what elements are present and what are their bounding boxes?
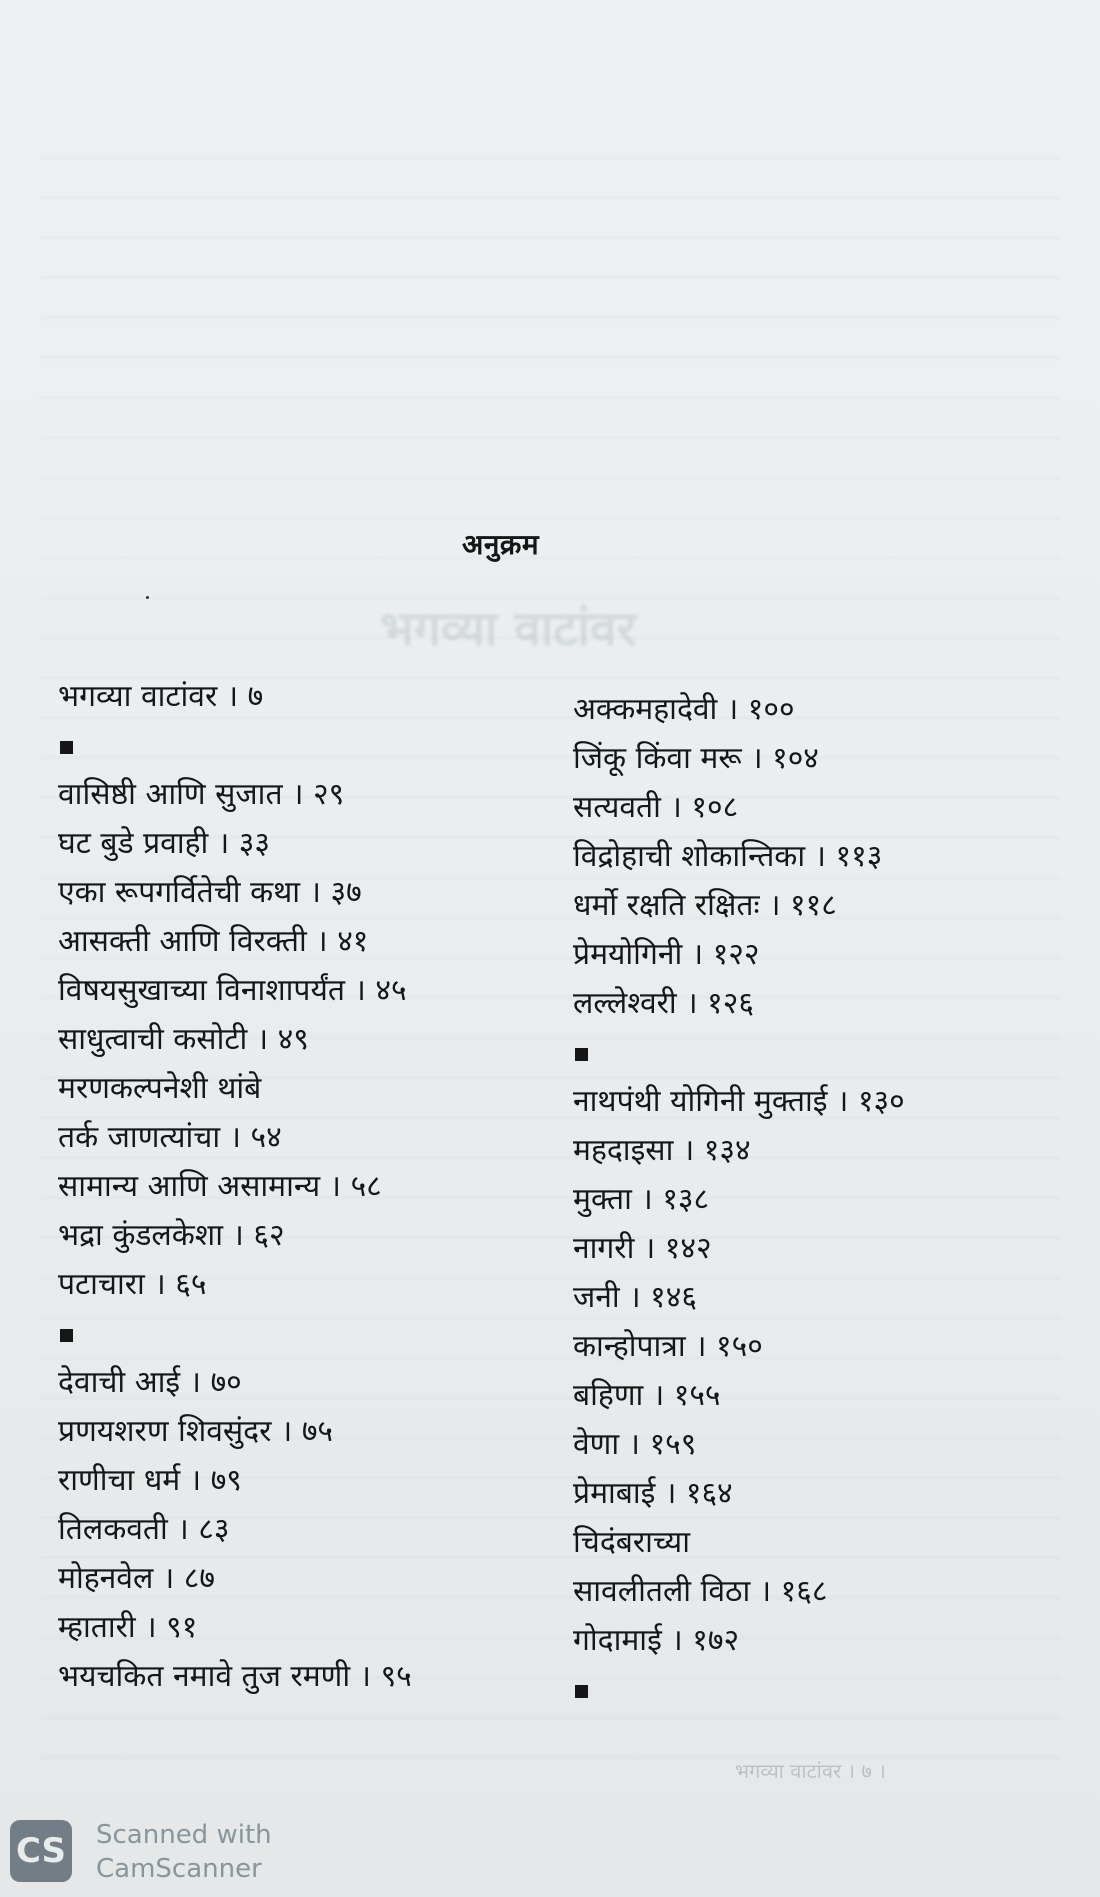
section-separator [573, 1028, 905, 1077]
toc-entry: चिदंबराच्या [573, 1525, 690, 1560]
toc-entry: भद्रा कुंडलकेशा । ६२ [58, 1218, 285, 1253]
section-separator [58, 721, 412, 770]
toc-entry: नागरी । १४२ [573, 1231, 712, 1266]
square-bullet-icon [60, 1329, 73, 1342]
page-title: अनुक्रम [462, 528, 540, 561]
watermark-line-2: CamScanner [96, 1854, 262, 1884]
toc-entry: प्रणयशरण शिवसुंदर । ७५ [58, 1414, 334, 1449]
section-separator [573, 1665, 905, 1714]
toc-entry: घट बुडे प्रवाही । ३३ [58, 826, 270, 861]
toc-entry: सावलीतली विठा । १६८ [573, 1574, 828, 1609]
toc-entry: भयचकित नमावे तुज रमणी । ९५ [58, 1659, 412, 1694]
toc-entry: सत्यवती । १०८ [573, 790, 739, 825]
camscanner-logo: CS [10, 1820, 72, 1882]
toc-entry: वेणा । १५९ [573, 1427, 697, 1462]
toc-entry: तर्क जाणत्यांचा । ५४ [58, 1120, 282, 1155]
toc-entry: देवाची आई । ७० [58, 1365, 242, 1400]
toc-entry: वासिष्ठी आणि सुजात । २९ [58, 777, 345, 812]
toc-entry: जिंकू किंवा मरू । १०४ [573, 741, 819, 776]
camscanner-watermark [96, 1818, 272, 1886]
toc-entry: अक्कमहादेवी । १०० [573, 692, 795, 727]
toc-entry: प्रेमाबाई । १६४ [573, 1476, 733, 1511]
toc-entry: एका रूपगर्वितेची कथा । ३७ [58, 875, 362, 910]
toc-left-column [58, 672, 412, 1701]
toc-entry: विद्रोहाची शोकान्तिका । ११३ [573, 839, 883, 874]
toc-entry: साधुत्वाची कसोटी । ४९ [58, 1022, 309, 1057]
toc-entry: भगव्या वाटांवर । ७ [58, 679, 264, 714]
section-separator [58, 1309, 412, 1358]
toc-entry: बहिणा । १५५ [573, 1378, 721, 1413]
ink-speck [146, 596, 149, 599]
bleed-through-title: भगव्या वाटांवर [380, 601, 637, 657]
toc-entry: गोदामाई । १७२ [573, 1623, 740, 1658]
watermark-line-1: Scanned with [96, 1820, 272, 1850]
toc-entry: जनी । १४६ [573, 1280, 697, 1315]
toc-entry: विषयसुखाच्या विनाशापर्यंत । ४५ [58, 973, 407, 1008]
toc-entry: आसक्ती आणि विरक्ती । ४१ [58, 924, 369, 959]
toc-entry: म्हातारी । ९१ [58, 1610, 198, 1645]
toc-entry: धर्मो रक्षति रक्षितः । ११८ [573, 888, 837, 923]
toc-entry: मुक्ता । १३८ [573, 1182, 710, 1217]
square-bullet-icon [575, 1685, 588, 1698]
toc-right-column [573, 685, 905, 1714]
toc-entry: राणीचा धर्म । ७९ [58, 1463, 242, 1498]
square-bullet-icon [60, 741, 73, 754]
toc-entry: मोहनवेल । ८७ [58, 1561, 215, 1596]
bleed-through-footer: भगव्या वाटांवर । ७ । [735, 1759, 886, 1783]
toc-entry: सामान्य आणि असामान्य । ५८ [58, 1169, 382, 1204]
square-bullet-icon [575, 1048, 588, 1061]
toc-entry: प्रेमयोगिनी । १२२ [573, 937, 760, 972]
toc-entry: महदाइसा । १३४ [573, 1133, 751, 1168]
toc-entry: नाथपंथी योगिनी मुक्ताई । १३० [573, 1084, 905, 1119]
toc-entry: लल्लेश्वरी । १२६ [573, 986, 754, 1021]
toc-entry: तिलकवती । ८३ [58, 1512, 230, 1547]
toc-entry: पटाचारा । ६५ [58, 1267, 207, 1302]
toc-entry: मरणकल्पनेशी थांबे [58, 1071, 262, 1106]
toc-entry: कान्होपात्रा । १५० [573, 1329, 763, 1364]
